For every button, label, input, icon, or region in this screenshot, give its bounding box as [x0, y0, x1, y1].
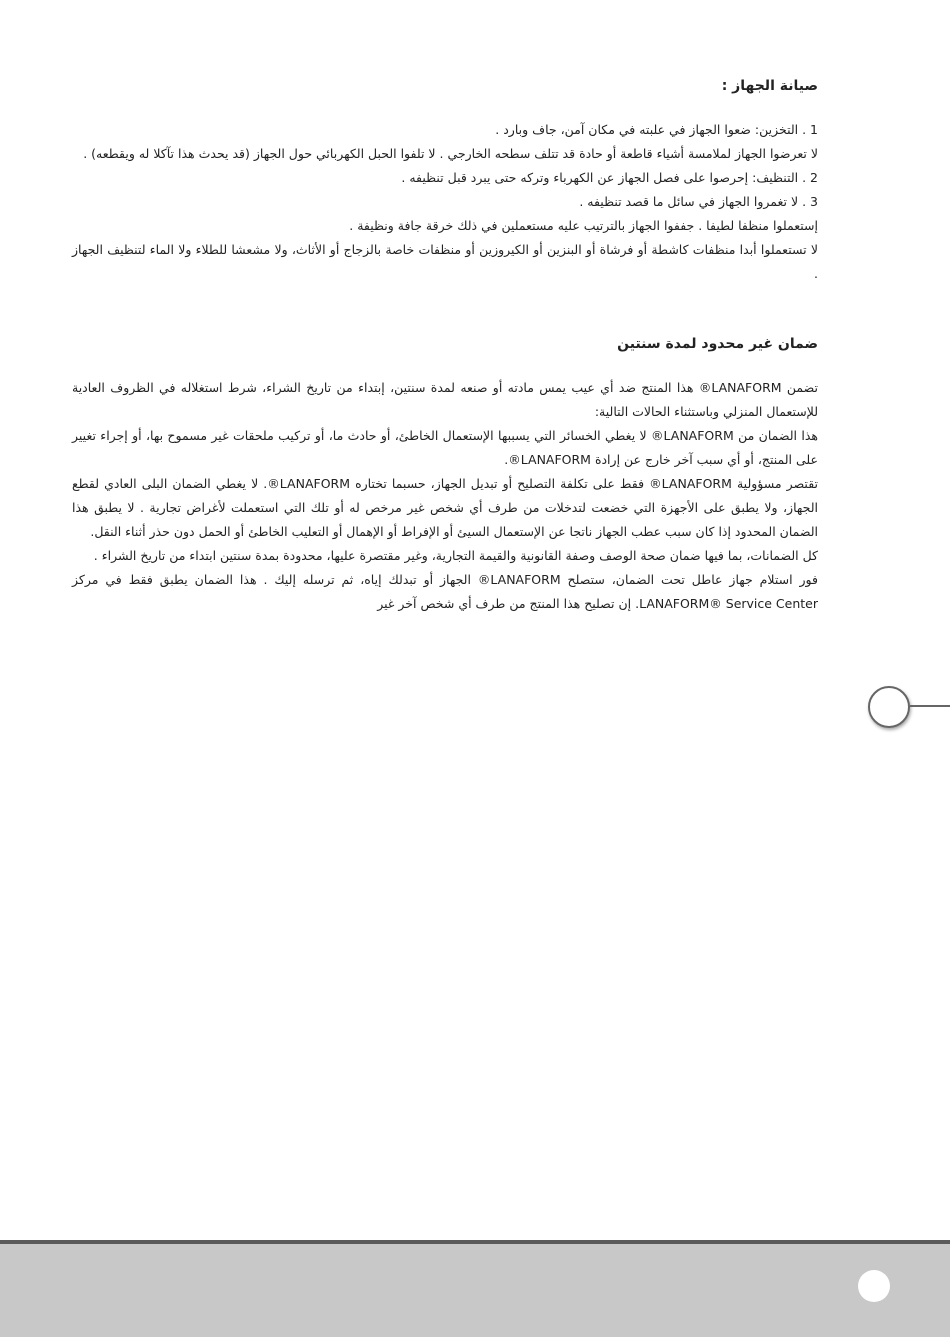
side-tab-line — [910, 705, 950, 707]
maintenance-body — [72, 118, 818, 286]
maintenance-paragraph: لا تستعملوا أبدا منظفات كاشطة أو فرشاة أو البنزين أو الكيروزين أو منظفات خاصة بالزجاج أو الأثاث، ولا مشعشا للطلاء ولا الماء لتنظيف الجهاز . — [72, 242, 818, 281]
warranty-paragraph: كل الضمانات، بما فيها ضمان صحة الوصف وصفة القانونية والقيمة التجارية، وغير مقتصرة عليها، محدودة بمدة سنتين ابتداء من تاريخ الشراء . — [93, 548, 818, 563]
footer-band — [0, 1240, 950, 1337]
page-marker-circle-icon — [858, 1270, 890, 1302]
warranty-paragraph: تضمن LANAFORM® هذا المنتج ضد أي عيب يمس مادته أو صنعه لمدة سنتين، إبتداء من تاريخ الشراء، شرط استغلاله في الظروف العادية للإستعمال المنزلي وباستثناء الحالات التالية: — [72, 380, 818, 419]
maintenance-paragraph: إستعملوا منظفا لطيفا . جففوا الجهاز بالترتيب عليه مستعملين في ذلك خرقة جافة ونظيفة . — [349, 218, 818, 233]
warranty-paragraph: هذا الضمان من LANAFORM® لا يغطي الخسائر التي يسببها الإستعمال الخاطئ، أو حادث ما، أو تركيب ملحقات غير مسموح بها، أو إجراء تغيير على المنتج، أو أي سبب آخر خارج عن إرادة LANAFORM®. — [72, 428, 818, 467]
maintenance-paragraph: 3 . لا تغمروا الجهاز في سائل ما قصد تنظيفه . — [579, 194, 818, 209]
maintenance-paragraph: لا تعرضوا الجهاز لملامسة أشياء قاطعة أو حادة قد تتلف سطحه الخارجي . لا تلفوا الحبل الكهربائي حول الجهاز (قد يحدث هذا تآكلا له ويقطعه) . — [83, 146, 818, 161]
maintenance-heading: صيانة الجهاز : — [721, 78, 818, 94]
page-content — [72, 70, 818, 616]
warranty-paragraph: تقتصر مسؤولية LANAFORM® فقط على تكلفة التصليح أو تبديل الجهاز، حسبما تختاره LANAFORM®. لا يغطي الضمان البلى العادي لقطع الجهاز، ولا يطبق على الأجهزة التي خضعت لتدخلات من طرف أي شخص غير مرخص له أو تلك التي استعملت لأغراض تجارية . لا يطبق هذا الضمان المحدود إذا كان سبب عطب الجهاز ناتجا عن الإستعمال السيئ أو الإفراط أو الإهمال أو التعليب الخاطئ أو الحمل دون حذر أثناء النقل. — [72, 476, 818, 539]
side-tab-circle-icon — [868, 686, 910, 728]
warranty-heading: ضمان غير محدود لمدة سنتين — [617, 336, 818, 352]
warranty-paragraph: فور استلام جهاز عاطل تحت الضمان، ستصلح LANAFORM® الجهاز أو تبدلك إياه، ثم ترسله إليك . هذا الضمان يطبق فقط في مركز LANAFORM® Service Center. إن تصليح هذا المنتج من طرف أي شخص آخر غير — [72, 572, 818, 611]
maintenance-paragraph: 2 . التنظيف: إحرصوا على فصل الجهاز عن الكهرباء وتركه حتى يبرد قبل تنظيفه . — [401, 170, 818, 185]
warranty-body — [72, 376, 818, 616]
maintenance-paragraph: 1 . التخزين: ضعوا الجهاز في علبته في مكان آمن، جاف وبارد . — [495, 122, 818, 137]
